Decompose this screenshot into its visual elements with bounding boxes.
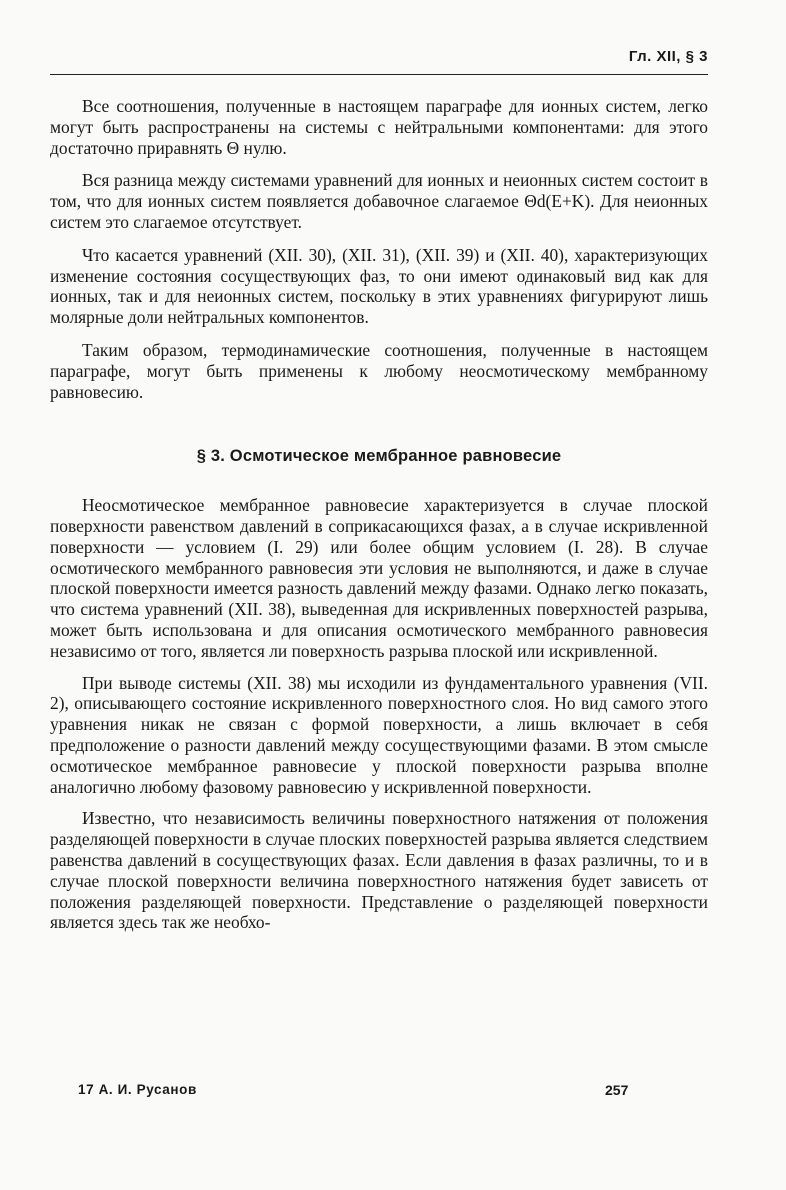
section-heading: § 3. Осмотическое мембранное равновесие [196, 447, 562, 466]
page-body [50, 96, 708, 944]
paragraph: Таким образом, термодинамические соотношения, полученные в настоящем параграфе, могут быть применены к любому неосмотическому мембранному равновесию. [50, 339, 708, 402]
paragraph: Вся разница между системами уравнений для ионных и неионных систем состоит в том, что для ионных систем появляется добавочное слагаемое Θd(E+K). Для неионных систем это слагаемое отсутствует. [50, 170, 708, 232]
running-header [50, 46, 708, 75]
paragraph: Известно, что независимость величины поверхностного натяжения от положения разделяющей поверхности в случае плоских поверхностей разрыва является следствием равенства давлений в сосуществующих фазах. Если давления в фазах различны, то и в случае плоской поверхности величина поверхностного натяжения будет зависеть от положения разделяющей поверхности. Представление о разделяющей поверхности является здесь так же необхо- [50, 808, 708, 933]
page-number: 257 [605, 1082, 629, 1098]
page-footer [50, 1082, 708, 1106]
paragraph: Все соотношения, полученные в настоящем параграфе для ионных систем, легко могут быть распространены на системы с нейтральными компонентами: для этого достаточно приравнять Θ нулю. [50, 96, 708, 158]
paragraph: При выводе системы (XII. 38) мы исходили из фундаментального уравнения (VII. 2), описывающего состояние искривленного поверхностного слоя. Но вид самого этого уравнения никак не связан с формой поверхности, а лишь включает в себя предположение о разности давлений между сосуществующими фазами. В этом смысле осмотическое мембранное равновесие у плоской поверхности разрыва вполне аналогично любому фазовому равновесию у искривленной поверхности. [50, 672, 708, 797]
chapter-reference: Гл. XII, § 3 [628, 48, 708, 65]
paragraph: Неосмотическое мембранное равновесие характеризуется в случае плоской поверхности равенством давлений в соприкасающихся фазах, а в случае искривленной поверхности — условием (I. 29) или более общим условием (I. 28). В случае осмотического мембранного равновесия эти условия не выполняются, и даже в случае плоской поверхности имеется разность давлений между фазами. Однако легко показать, что система уравнений (XII. 38), выведенная для искривленных поверхностей разрыва, может быть использована и для описания осмотического мембранного равновесия независимо от того, является ли поверхность разрыва плоской или искривленной. [50, 495, 708, 661]
paragraph: Что касается уравнений (XII. 30), (XII. 31), (XII. 39) и (XII. 40), характеризующих изменение состояния сосуществующих фаз, то они имеют одинаковый вид как для ионных, так и для неионных систем, поскольку в этих уравнениях фигурируют лишь молярные доли нейтральных компонентов. [50, 244, 708, 328]
signature-mark: 17 А. И. Русанов [78, 1082, 197, 1097]
